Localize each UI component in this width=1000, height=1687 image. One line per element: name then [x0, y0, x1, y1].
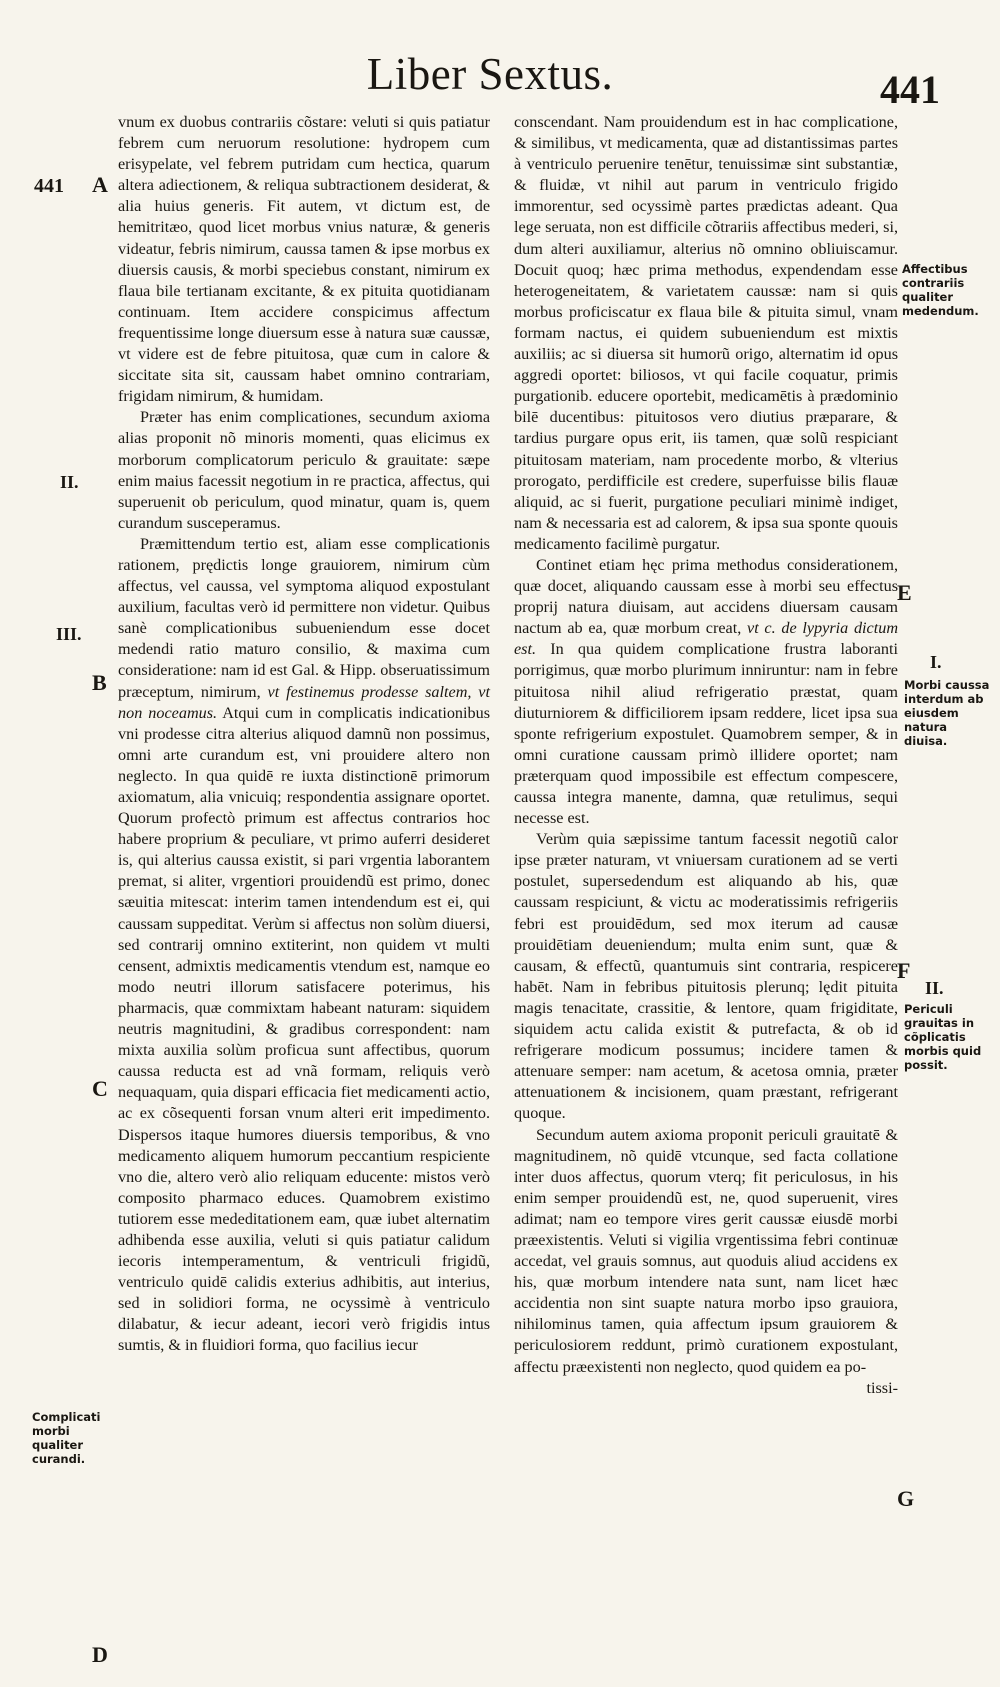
section-numeral-right-1: I. [930, 652, 942, 672]
paragraph: Præter has enim complicationes, secundum axioma alias proponit nõ minoris momenti, quas elicimus ex morborum complicatorum periculo & grauitate: sæpe enim maius facessit negotium in re practica, affectus, qui superuenit ob periculum, quod minatur, quam is, quem curandum susceperamus. [118, 408, 490, 532]
margin-note-affectibus: Affectibus contrariis qualiter medendum. [902, 262, 979, 318]
margin-note-periculi: Periculi grauitas in cõplicatis morbis quid possit. [904, 1002, 982, 1072]
section-numeral-right-2: II. [925, 978, 944, 998]
page-title: Liber Sextus. [366, 49, 614, 99]
section-letter-d: D [92, 1642, 108, 1667]
margin-note-complicati: Complicati morbi qualiter curandi. [32, 1410, 101, 1466]
section-letter-a: A [92, 172, 108, 197]
cross-reference: vt c. de lypyria dictum est. [514, 619, 899, 659]
left-text-column [118, 112, 490, 1357]
hippocratic-quote: vt festinemus prodesse saltem, vt non noceamus. [118, 682, 490, 722]
paragraph: vnum ex duobus contrariis cõstare: veluti si quis patiatur febrem cum neruorum resolutione: hydropem cum erisypelate, vel febrem putridam cum hectica, quarum altera adiectionem, & reliqua subtractionem desiderat, & alia huius generis. Fit autem, vt dictum est, de hemitritæo, quod licet morbus vnius naturæ, & generis videatur, febris nimirum, caussa tamen & ipse morbus ex diuersis causis, & morbi speciebus constant, nimirum ex flaua bile tertianam excitante, & ex pituita quotidianam continuam. Item accidere conspicimus affectum frequentissime longe diuersum esse à natura suæ caussæ, vt videre est de febre pituitosa, quæ cum in calore & siccitate sita sit, caussam habet omnino contrariam, frigidam nimirum, & humidam. [118, 113, 490, 406]
paragraph: conscendant. Nam prouidendum est in hac complicatione, & similibus, vt medicamenta, quæ ad distantissimas partes à ventriculo peruenire tenētur, tenuissimæ sint substantiæ, & fluidæ, vt nihil aut parum in ventriculo frigido immorentur, sed ocyssimè partes prædictas adeant. Qua lege seruata, non est difficile cõtrariis affectibus mederi, si, dum alteri auxiliamur, alterius nõ omnino obliuiscamur. Docuit quoq; hæc prima methodus, expendendam esse heterogeneitatem, & varietatem caussæ: nam si quis morbus proficiscatur ex flaua bile & pituita simul, vnam formam nactus, ei quidem subueniendum est mixtis auxiliis; ac si diuersa sit humorũ origo, alternatim id opus aggredi oportet: biliosos, vt qui facile coquatur, primis purgationib. educere oportebit, medicamētis à prædominio bilē ducentibus: pituitosos vero diutius præparare, & tardius purgare opus erit, iis tamen, quæ solũ respiciant pituitosam materiam, nam procedente morbo, & vlterius prorogato, perdifficile est credere, superfuisse bilis flauæ aliquid, ac si fuerit, purgatione peculiari minimè indiget, nam & necessaria est ad calorem, & ipsa sua sponte quouis medicamento facilimè purgatur. [514, 113, 898, 553]
paragraph: Secundum autem axioma proponit periculi grauitatē & magnitudinem, nõ quidē vtcunque, sed facta collatione inter duos affectus, quorum vterq; fit periculosus, in his enim semper prouidendũ est, ne, quod superuenit, vires adimat; nam eo tempore vires gerit caussæ eiusdē morbi præexistentis. Veluti si vigilia vrgentissima febri continuæ accedat, vel grauis somnus, aut quoduis aliud accidens ex his, quæ morbum intendere nata sunt, nam licet hæc accidentia non sint suapte natura morbo ipso grauiora, nihilominus tamen, quia affectum ipsum grauiorem & periculosiorem reddunt, primò curationem expostulant, affectu præexistenti non neglecto, quod quidem ea po- [514, 1125, 898, 1376]
section-letter-g: G [897, 1486, 915, 1511]
catchword: tissi- [866, 1378, 898, 1397]
running-page-number: 441 [34, 175, 64, 197]
paragraph-text: In qua quidem complicatione frustra laboranti porrigimus, quæ morbo plurimum inniruntur: nam in febre pituitosa nihil aliud refrigeratio præstat, quam diuturniorem & difficiliorem ipsam reddere, licet ipsa sua sponte refrigerium expostulet. Quamobrem semper, & in omni curatione caussam primò illidere oportet; nam præterquam quod impossibile est effectum compescere, caussa integra manente, damna, quæ retulimus, sequi necesse est. [514, 640, 899, 828]
paragraph-text: Præmittendum tertio est, aliam esse complicationis rationem, prędictis longe grauiorem, nimirum cùm affectus, vel caussa, vel symptoma aliquod expostulant auxilium, facultas verò id permittere non videtur. Quibus sanè complicationibus subueniendum esse docet medendi ratio maturo consilio, & maxima cum consideratione: nam id est Gal. & Hipp. obseruatissimum præceptum, nimirum, [118, 534, 490, 701]
section-letter-e: E [897, 580, 912, 605]
page-number: 441 [880, 67, 940, 112]
right-text-column [514, 112, 898, 1399]
margin-note-morbi-causa: Morbi caussa interdum ab eiusdem natura diuisa. [904, 678, 990, 748]
section-letter-f: F [897, 958, 911, 983]
paragraph [118, 534, 490, 1357]
section-numeral-left-3: III. [56, 624, 82, 644]
paragraph-text: Continet etiam hęc prima methodus considerationem, quæ docet, aliquando caussam esse à morbi seu effectus proprij natura diuisam, aut accidens diuersam causam nactum ab ea, quæ morbum creat, [514, 555, 898, 638]
paragraph [514, 555, 898, 829]
paragraph-text: Atqui cum in complicatis indicationibus vni prodesse citra alterius aliquod damnũ non possimus, omni arte curandum est, vni prouidere altero non neglecto. In qua quidē re iuxta distinctionē primorum axiomatum, alia vnicuiq; respondentia assignare oportet. Quorum profectò primum est affectus contrarios hoc habere proprium & peculiare, vt primo auferri desideret is, qui alterius caussa existit, si pari vrgentia laborantem premat, si aliter, vrgentiori prouidendũ est primo, donec sæuitia mitescat: interim tamen intendendum est ei, qui caussam suppeditat. Verùm si affectus non solùm diuersi, sed contrarij omnino extiterint, non quidem vt multi censent, admixtis medicamentis vtendum est, namque eo modo neutri illorum satisfacere poterimus, his pharmacis, quæ commixtam habeant naturam: siquidem neutris magnitudini, & gradibus correspondent: nam mixta auxilia solùm proficua sunt affectibus, quorum caussa reducta est ad vnã formam, reliquis verò nequaquam, quia dispari efficacia fiet medicamenti actio, ac ex cõsequenti forsan vnum alteri erit impedimento. Dispersos itaque humores diuersis temporibus, & vno medicamento aliquem humorum peccantium respiciente vno die, altero verò alio reliquam educente: mistos verò composito pharmaco educes. Quamobrem existimo tutiorem esse mededitationem eam, quæ iubet alternatim adhibenda esse auxilia, veluti si quis patiatur calidum iecoris intemperamentum, & ventriculi frigidũ, ventriculo quidē calidis exterius adhibitis, aut interius, sed in solidiori forma, ne ocyssimè à ventriculo dilabatur, & iecur adeant, iecori verò frigidis intus sumtis, & in fluidiori forma, quo facilius iecur [118, 703, 491, 1355]
section-numeral-left-2: II. [60, 472, 79, 492]
paragraph: Verùm quia sæpissime tantum facessit negotiũ calor ipse præter naturam, vt vniuersam curationem ad se verti postulet, supersedendum est aliquando ab his, quæ caussam respiciunt, & victu ac moderatissimis refrigeriis febri est prouidēdum, sed mox iterum ad causæ prouidētiam deueniendum; multa enim sunt, quæ & causam, & effectũ, quantumuis sint contraria, respicere habēt. Nam in febribus pituitosis plerunq; lędit pituita magis tenacitate, crassitie, & lentore, quam frigiditate, siquidem actu calida existit & putrefacta, & ob id refrigerare modicum possumus; incidere tamen & attenuare semper: nam acetum, & acetosa omnia, præter attenuationem & incisionem, quam præstant, refrigerant quoque. [514, 830, 898, 1123]
section-letter-b: B [92, 670, 107, 695]
section-letter-c: C [92, 1076, 108, 1101]
